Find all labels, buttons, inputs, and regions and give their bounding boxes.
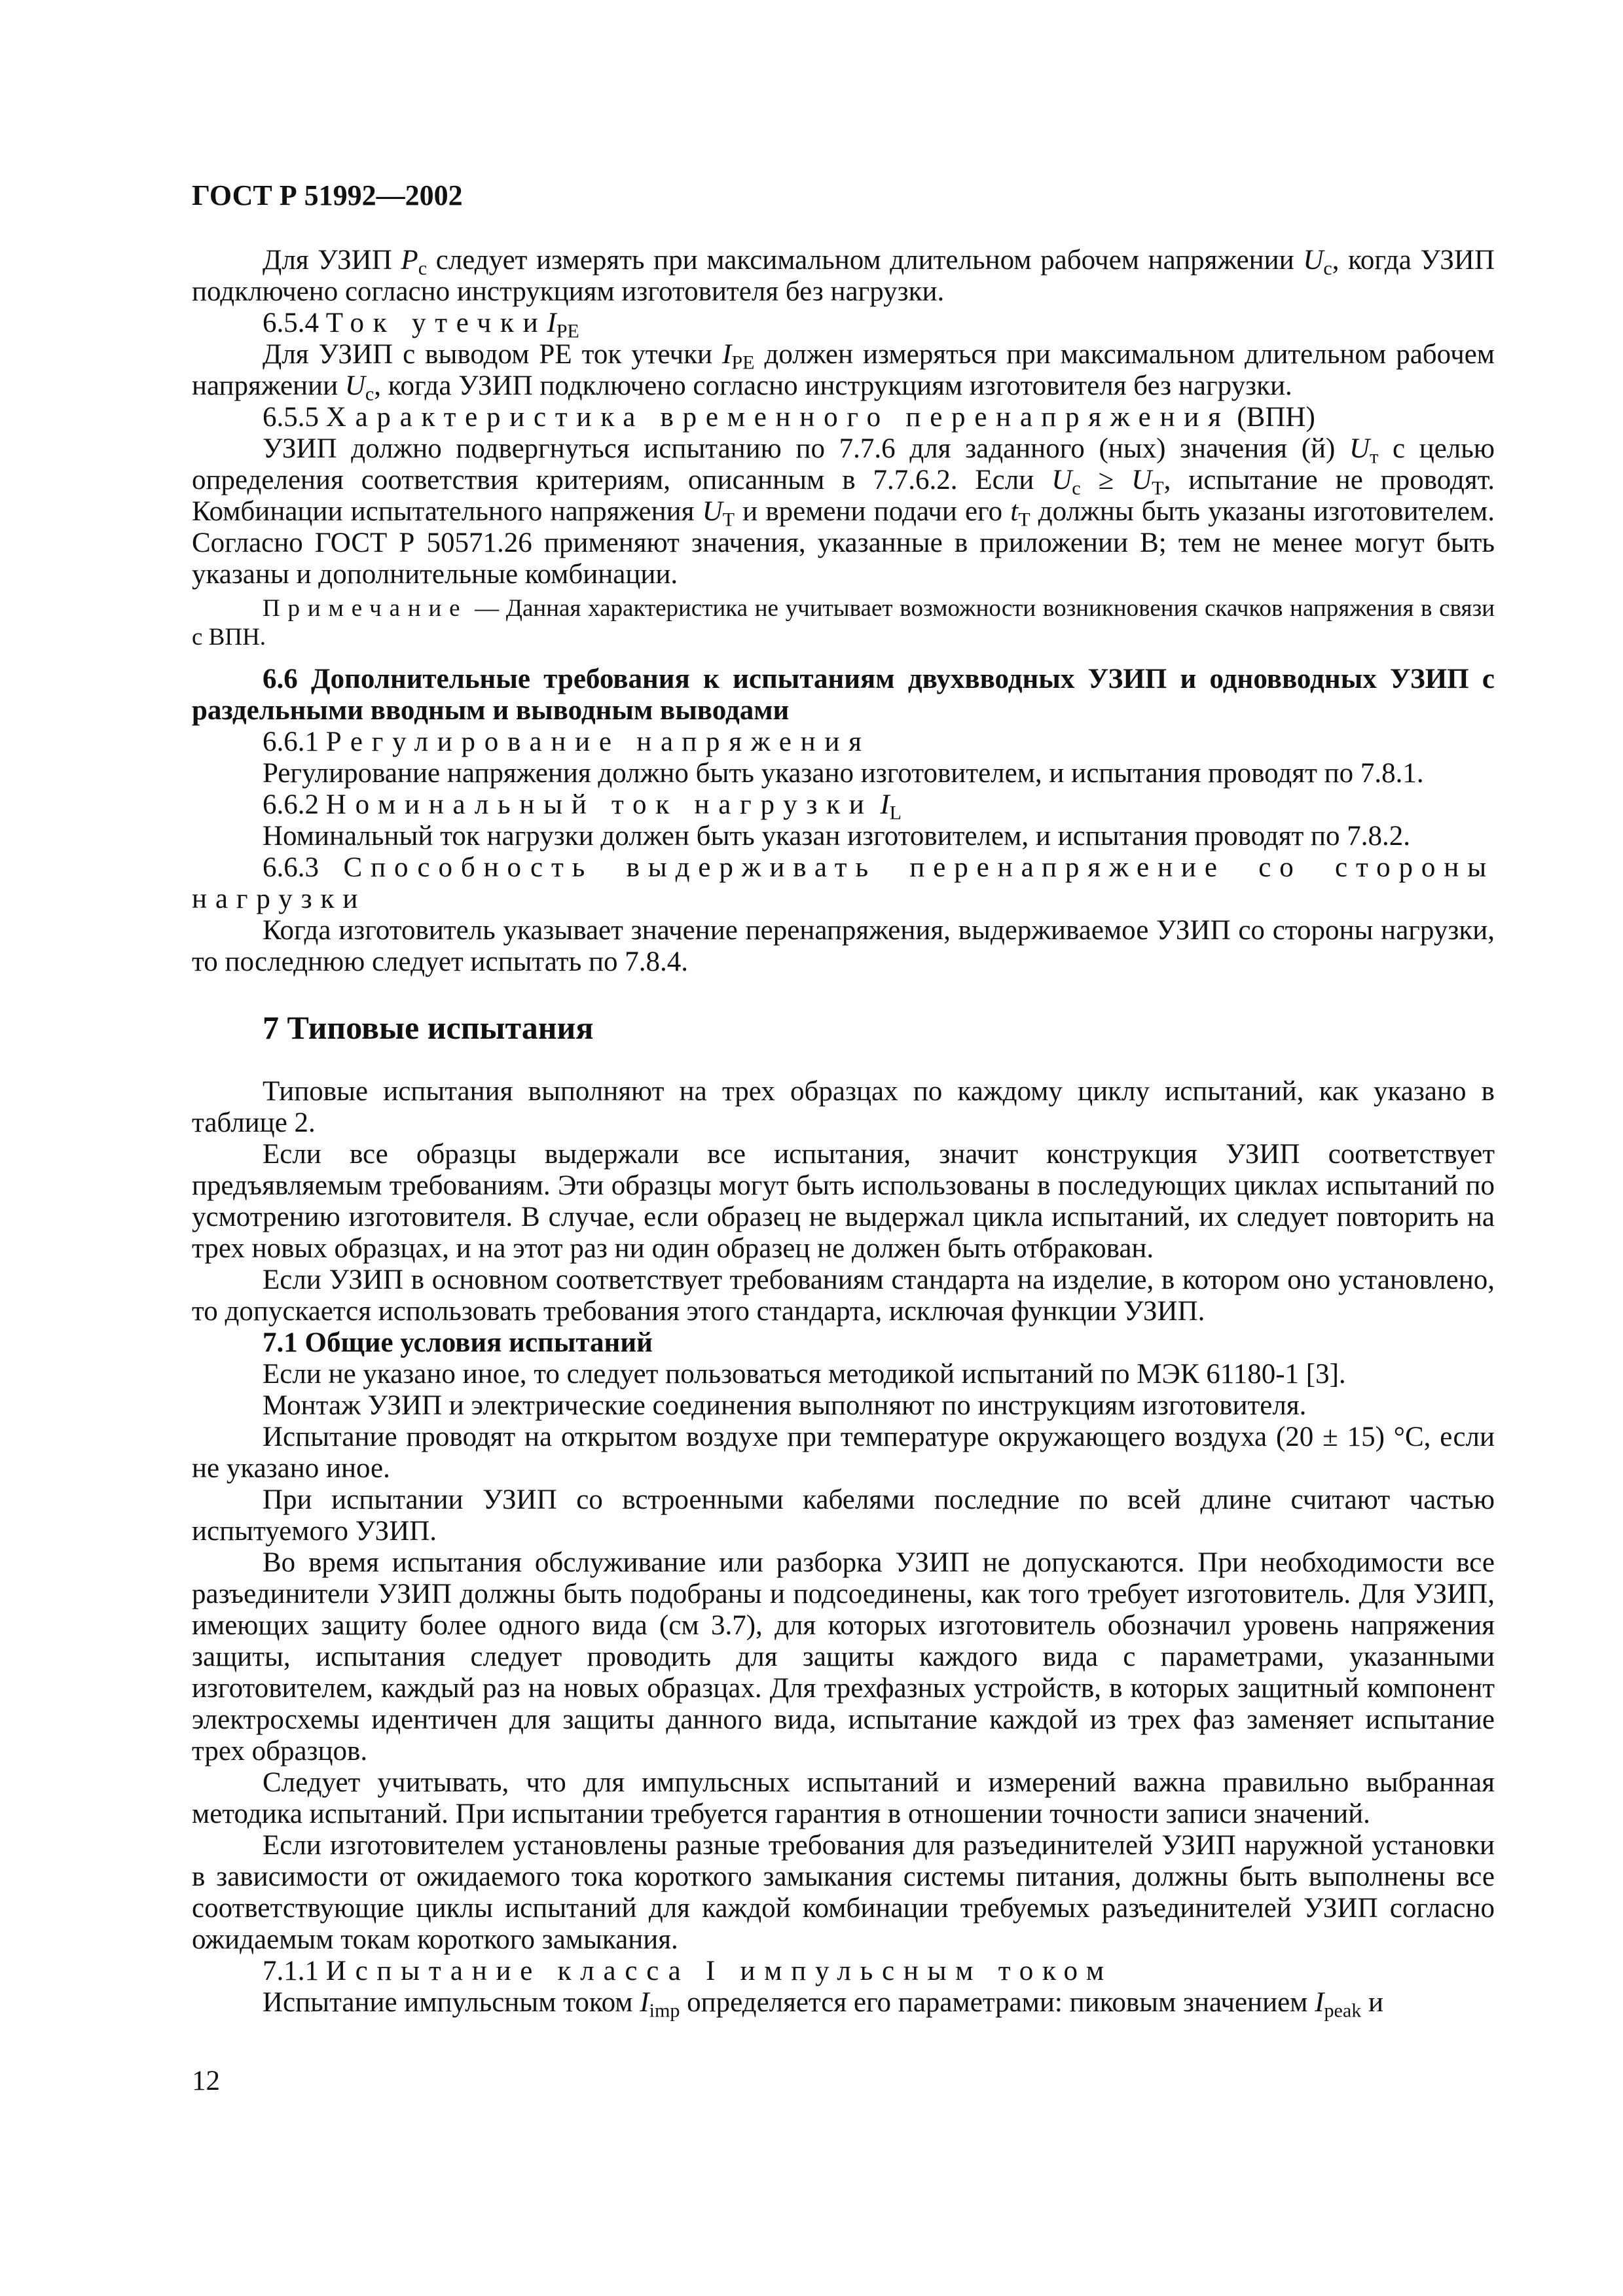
paragraph-maintenance: Во время испытания обслуживание или разборка УЗИП не допускаются. При необходимости все разъединители УЗИП должны быть подобраны и подсоединены, как того требует изготовитель. Для УЗИП, имеющих защиту более одного вида (см 3.7), для которых изготовитель обозначил уровень напряжения защиты, испытания следует проводить для защиты каждого вида с параметрами, указанными изготовителем, каждый раз на новых образцах. Для трехфазных устройств, в которых защитный компонент электросхемы идентичен для защиты данного вида, испытание каждой из трех фаз заменяет испытание трех образцов.: [192, 1547, 1495, 1767]
symbol-u: U: [1303, 245, 1324, 276]
symbol-i: I: [1315, 1987, 1324, 2018]
section-heading-6-6: 6.6 Дополнительные требования к испытаниям двухвводных УЗИП и одновводных УЗИП с раздельными вводным и выводным выводами: [192, 664, 1495, 726]
paragraph-disconnectors: Если изготовителем установлены разные требования для разъединителей УЗИП наружной установки в зависимости от ожидаемого тока короткого замыкания системы питания, должны быть выполнены все соответствующие циклы испытаний для каждой комбинации требуемых разъединителей УЗИП согласно ожидаемым токам короткого замыкания.: [192, 1830, 1495, 1955]
subscript: Т: [722, 508, 735, 531]
subscript: L: [889, 801, 902, 824]
section-title: Характеристика временного перенапряжения: [325, 402, 1230, 433]
symbol-u: U: [702, 496, 723, 527]
symbol-p: P: [401, 245, 418, 276]
note-text: — Данная характеристика не учитывает возможности возникновения скачков напряжения в связи с ВПН.: [192, 595, 1495, 651]
paragraph-installation: Монтаж УЗИП и электрические соединения выполняют по инструкциям изготовителя.: [263, 1390, 1307, 1421]
section-number: 6.5.4: [263, 308, 319, 338]
paragraph-rated-load-current: Номинальный ток нагрузки должен быть указан изготовителем, и испытания проводят по 7.8.2.: [263, 821, 1411, 852]
subscript: c: [365, 382, 374, 405]
text-run: Для УЗИП с выводом PE ток утечки: [263, 339, 723, 370]
subscript: c: [1072, 476, 1081, 499]
subscript: PE: [731, 351, 755, 374]
text-run: УЗИП должно подвергнуться испытанию по 7.7.6 для заданного (ных) значения (й): [263, 433, 1350, 464]
section-number: 6.6.3: [263, 852, 319, 883]
text-run: и: [1361, 1987, 1384, 2018]
symbol-i: I: [640, 1987, 649, 2018]
text-run: с целью определения соответствия критериям, описанным в 7.7.6.2. Если: [192, 433, 1495, 495]
section-heading-7: 7 Типовые испытания: [263, 1009, 594, 1046]
subscript: Т: [1152, 476, 1164, 499]
page-number: 12: [192, 2066, 220, 2096]
subscript: т: [1370, 445, 1379, 468]
section-number: 6.6.1: [263, 726, 319, 757]
paragraph-impulse-methods: Следует учитывать, что для импульсных испытаний и измерений важна правильно выбранная методика испытаний. При испытании требуется гарантия в отношении точности записи значений.: [192, 1767, 1495, 1829]
text-run: и времени подачи его: [735, 496, 1011, 527]
subscript: peak: [1324, 1999, 1362, 2022]
text-run: , испытание не проводят. Комбинации испытательного напряжения: [192, 465, 1495, 527]
symbol-u: U: [1349, 433, 1370, 464]
text-run: должны быть указаны изготовителем. Согласно ГОСТ Р 50571.26 применяют значения, указанные в приложении В; тем не менее могут быть указаны и дополнительные комбинации.: [192, 496, 1495, 590]
section-title: Ток утечки: [325, 308, 547, 338]
paragraph-impulse-current: [192, 1987, 1495, 2022]
subsection-heading-7-1-1: [192, 1956, 1495, 1987]
section-number: 6.6.2: [263, 789, 319, 820]
subscript: c: [1323, 257, 1332, 279]
section-title: Испытание класса I импульсным током: [325, 1956, 1113, 1986]
paragraph-built-in-cables: При испытании УЗИП со встроенными кабелями последние по всей длине считают частью испытуемого УЗИП.: [192, 1484, 1495, 1547]
subsection-heading-6-5-5: [192, 402, 1495, 433]
text-run: Для УЗИП: [263, 245, 401, 276]
symbol-i: I: [722, 339, 732, 370]
subsection-heading-6-6-1: [192, 726, 1495, 758]
symbol-u: U: [1131, 465, 1152, 495]
paragraph-product-standard: Если УЗИП в основном соответствует требованиям стандарта на изделие, в котором оно установлено, то допускается использовать требования этого стандарта, исключая функции УЗИП.: [192, 1265, 1495, 1327]
paragraph-tov-test: [192, 433, 1495, 590]
text-run: Испытание импульсным током: [263, 1987, 640, 2018]
symbol-t: t: [1010, 496, 1019, 527]
subscript: Т: [1018, 508, 1030, 531]
paragraph-voltage-regulation: Регулирование напряжения должно быть указано изготовителем, и испытания проводят по 7.8.1.: [263, 758, 1424, 789]
subscript: c: [418, 257, 428, 279]
document-body: [192, 245, 1495, 2022]
section-abbreviation: (ВПН): [1237, 402, 1315, 433]
symbol-i: I: [547, 308, 556, 338]
section-title: Номинальный ток нагрузки: [325, 789, 873, 820]
subscript: PE: [556, 319, 579, 342]
section-title: Регулирование напряжения: [325, 726, 871, 757]
subsection-heading-6-6-2: [192, 789, 1495, 824]
note: [192, 594, 1495, 652]
section-heading-7-1: 7.1 Общие условия испытаний: [263, 1327, 653, 1358]
text-run: следует измерять при максимальном длительном рабочем напряжении: [427, 245, 1304, 276]
section-number: 6.5.5: [263, 402, 319, 433]
symbol-u: U: [1051, 465, 1072, 495]
text-run: определяется его параметрами: пиковым значением: [680, 1987, 1315, 2018]
section-number: 7.1.1: [263, 1956, 319, 1986]
note-label: Примечание: [263, 595, 468, 622]
paragraph-samples-passed: Если все образцы выдержали все испытания, значит конструкция УЗИП соответствует предъявляемым требованиям. Эти образцы могут быть использованы в последующих циклах испытаний по усмотрению изготовителя. В случае, если образец не выдержал цикла испытаний, их следует повторить на трех новых образцах, и на этот раз ни один образец не должен быть отбракован.: [192, 1139, 1495, 1264]
subsection-heading-6-6-3: [192, 852, 1495, 915]
symbol-i: I: [880, 789, 890, 820]
paragraph-power-consumption: [192, 245, 1495, 308]
paragraph-leakage-current: [192, 339, 1495, 405]
paragraph-test-method: Если не указано иное, то следует пользоваться методикой испытаний по МЭК 61180-1 [3].: [263, 1359, 1346, 1390]
section-title: Способность выдерживать перенапряжение со стороны нагрузки: [192, 852, 1495, 914]
symbol-u: U: [344, 370, 365, 401]
subsection-heading-6-5-4: [192, 308, 1495, 342]
text-run: должен измеряться при максимальном длительном рабочем напряжении: [192, 339, 1495, 401]
text-run: ≥: [1080, 465, 1132, 495]
paragraph-temperature: Испытание проводят на открытом воздухе при температуре окружающего воздуха (20 ± 15) °С, если не указано иное.: [192, 1422, 1495, 1484]
text-run: , когда УЗИП подключено согласно инструкциям изготовителя без нагрузки.: [374, 370, 1292, 401]
paragraph-type-tests: Типовые испытания выполняют на трех образцах по каждому циклу испытаний, как указано в таблице 2.: [192, 1076, 1495, 1138]
document-header: ГОСТ Р 51992—2002: [192, 179, 463, 211]
subscript: imp: [649, 1999, 680, 2022]
text-run: , когда УЗИП подключено согласно инструкциям изготовителя без нагрузки.: [192, 245, 1495, 307]
paragraph-load-side-surge: Когда изготовитель указывает значение перенапряжения, выдерживаемое УЗИП со стороны нагрузки, то последнюю следует испытать по 7.8.4.: [192, 915, 1495, 977]
